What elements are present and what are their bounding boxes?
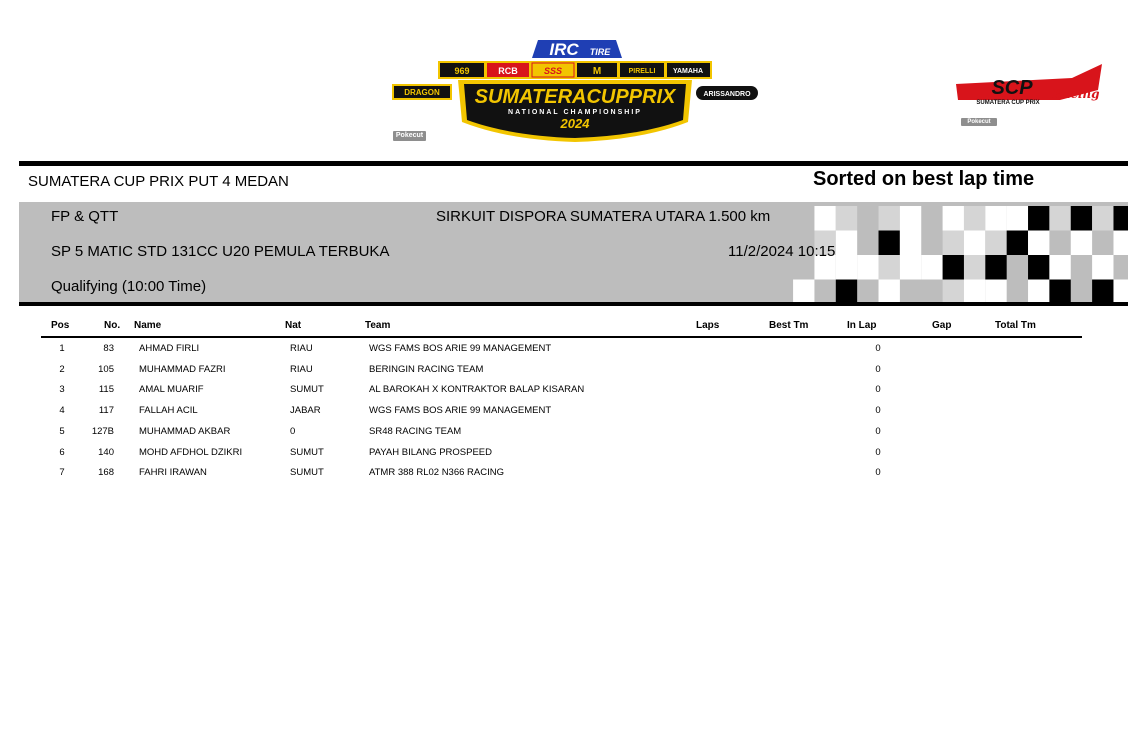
flag-square: [1113, 231, 1128, 256]
flag-square: [1113, 280, 1128, 303]
flag-square: [900, 255, 921, 280]
flag-square: [1113, 206, 1128, 231]
cell-team: PAYAH BILANG PROSPEED: [369, 446, 493, 458]
svg-text:Racing: Racing: [1052, 87, 1100, 101]
irc-text: IRC: [549, 40, 579, 59]
flag-square: [1071, 206, 1092, 231]
cell-in-lap: 0: [875, 446, 881, 458]
cell-in-lap: 0: [875, 363, 881, 375]
cell-no: 117: [98, 405, 114, 417]
cell-team: WGS FAMS BOS ARIE 99 MANAGEMENT: [369, 343, 552, 354]
pokecut-chip-right: Pokecut: [961, 118, 997, 126]
col-total-tm: Total Tm: [995, 320, 1036, 331]
svg-text:DRAGON: DRAGON: [404, 88, 440, 97]
cell-no: 83: [103, 343, 114, 354]
svg-text:M: M: [592, 66, 602, 77]
cell-in-lap: 0: [875, 467, 881, 479]
flag-square: [985, 206, 1006, 231]
col-gap: Gap: [932, 320, 952, 331]
col-team: Team: [365, 320, 391, 331]
cell-no: 127B: [91, 425, 114, 437]
flag-square: [1028, 280, 1049, 303]
header-top-rule: [19, 161, 1128, 166]
flag-square: [985, 280, 1006, 303]
flag-square: [900, 206, 921, 231]
flag-square: [814, 206, 835, 231]
svg-text:2024: 2024: [560, 116, 590, 131]
sumatera-cup-prix-logo: [392, 36, 760, 144]
flag-square: [1028, 255, 1049, 280]
cell-name: FALLAH ACIL: [139, 405, 198, 417]
flag-square: [836, 231, 857, 256]
scp-wordmark: SCP: [991, 77, 1033, 99]
cell-pos: 4: [59, 405, 65, 417]
tire-text: TIRE: [589, 47, 611, 57]
cell-no: 140: [98, 446, 114, 458]
cell-team: SR48 RACING TEAM: [369, 425, 462, 437]
pokecut-chip-left: Pokecut: [393, 131, 426, 141]
header-bottom-rule: [19, 302, 1128, 306]
flag-square: [1092, 255, 1113, 280]
session-datetime: 11/2/2024 10:15: [728, 243, 836, 260]
flag-square: [943, 231, 964, 256]
cell-pos: 1: [59, 343, 65, 354]
sponsor-strip: [438, 61, 712, 79]
svg-text:969: 969: [454, 66, 470, 76]
cell-pos: 6: [59, 446, 65, 458]
cell-nat: RIAU: [290, 363, 313, 375]
flag-square: [964, 255, 985, 280]
cell-in-lap: 0: [875, 384, 881, 396]
flag-square: [985, 231, 1006, 256]
cell-pos: 5: [59, 425, 65, 437]
flag-square: [836, 280, 857, 303]
class-name: SP 5 MATIC STD 131CC U20 PEMULA TERBUKA: [51, 243, 390, 260]
cell-name: MOHD AFDHOL DZIKRI: [139, 446, 243, 458]
col-name: Name: [134, 320, 162, 331]
cell-in-lap: 0: [875, 405, 881, 417]
flag-square: [879, 231, 900, 256]
cup-prix-shield: [458, 80, 692, 142]
flag-square: [1028, 206, 1049, 231]
table-header-rule: [41, 336, 1082, 338]
col-nat: Nat: [285, 320, 302, 331]
flag-square: [921, 255, 942, 280]
cell-team: BERINGIN RACING TEAM: [369, 363, 484, 375]
cell-team: WGS FAMS BOS ARIE 99 MANAGEMENT: [369, 405, 552, 417]
cell-nat: RIAU: [290, 343, 313, 354]
session-info-band: [19, 202, 1128, 302]
svg-text:YAMAHA: YAMAHA: [672, 68, 704, 75]
flag-square: [943, 280, 964, 303]
cell-name: AMAL MUARIF: [139, 384, 204, 396]
flag-square: [1007, 206, 1028, 231]
cell-nat: 0: [290, 425, 296, 437]
flag-square: [1092, 206, 1113, 231]
col-no: No.: [104, 320, 121, 331]
flag-square: [1028, 231, 1049, 256]
cell-no: 168: [98, 467, 114, 479]
cell-name: MUHAMMAD AKBAR: [139, 425, 231, 437]
cell-nat: SUMUT: [290, 384, 324, 396]
flag-square: [1049, 255, 1070, 280]
flag-square: [879, 280, 900, 303]
flag-square: [964, 231, 985, 256]
flag-square: [964, 206, 985, 231]
session-type: FP & QTT: [51, 208, 119, 225]
session-name: Qualifying (10:00 Time): [51, 278, 207, 295]
cell-nat: SUMUT: [290, 446, 324, 458]
cell-in-lap: 0: [875, 425, 881, 437]
svg-text:RCB: RCB: [498, 66, 518, 76]
svg-text:PIRELLI: PIRELLI: [628, 68, 656, 75]
col-pos: Pos: [51, 320, 70, 331]
cell-no: 115: [98, 384, 114, 396]
cell-no: 105: [98, 363, 114, 375]
svg-text:SUMATERA CUP PRIX: SUMATERA CUP PRIX: [976, 100, 1040, 106]
flag-square: [1049, 280, 1070, 303]
flag-square: [879, 255, 900, 280]
cell-team: ATMR 388 RL02 N366 RACING: [369, 467, 504, 479]
cell-team: AL BAROKAH X KONTRAKTOR BALAP KISARAN: [369, 384, 585, 396]
sort-label: Sorted on best lap time: [813, 168, 1035, 190]
flag-square: [879, 206, 900, 231]
col-best-tm: Best Tm: [769, 320, 809, 331]
flag-square: [900, 231, 921, 256]
cell-in-lap: 0: [875, 343, 881, 354]
flag-square: [1007, 231, 1028, 256]
flag-square: [943, 206, 964, 231]
cell-name: AHMAD FIRLI: [139, 343, 200, 354]
cell-nat: SUMUT: [290, 467, 324, 479]
arissandro-sponsor-logo: [696, 86, 758, 100]
cell-pos: 7: [59, 467, 65, 479]
circuit-name: SIRKUIT DISPORA SUMATERA UTARA 1.500 km: [436, 208, 771, 225]
flag-square: [943, 255, 964, 280]
flag-square: [793, 280, 814, 303]
irc-tire-logo: [532, 40, 622, 59]
cell-name: MUHAMMAD FAZRI: [139, 363, 226, 375]
flag-square: [836, 255, 857, 280]
col-in-lap: In Lap: [847, 320, 877, 331]
cell-pos: 2: [59, 363, 65, 375]
cup-prix-wordmark: SUMATERACUPPRIX: [474, 86, 676, 108]
svg-text:NATIONAL CHAMPIONSHIP: NATIONAL CHAMPIONSHIP: [508, 109, 642, 116]
flag-square: [1049, 206, 1070, 231]
svg-text:SSS: SSS: [543, 66, 563, 76]
cell-pos: 3: [59, 384, 65, 396]
cell-name: FAHRI IRAWAN: [139, 467, 207, 479]
flag-square: [1071, 231, 1092, 256]
svg-text:ARISSANDRO: ARISSANDRO: [703, 91, 751, 98]
flag-square: [964, 280, 985, 303]
flag-square: [985, 255, 1006, 280]
event-title: SUMATERA CUP PRIX PUT 4 MEDAN: [28, 173, 289, 190]
flag-square: [836, 206, 857, 231]
flag-square: [1092, 280, 1113, 303]
col-laps: Laps: [696, 320, 720, 331]
flag-square: [857, 255, 878, 280]
dragon-sponsor-logo: [392, 84, 452, 100]
cell-nat: JABAR: [290, 405, 321, 417]
